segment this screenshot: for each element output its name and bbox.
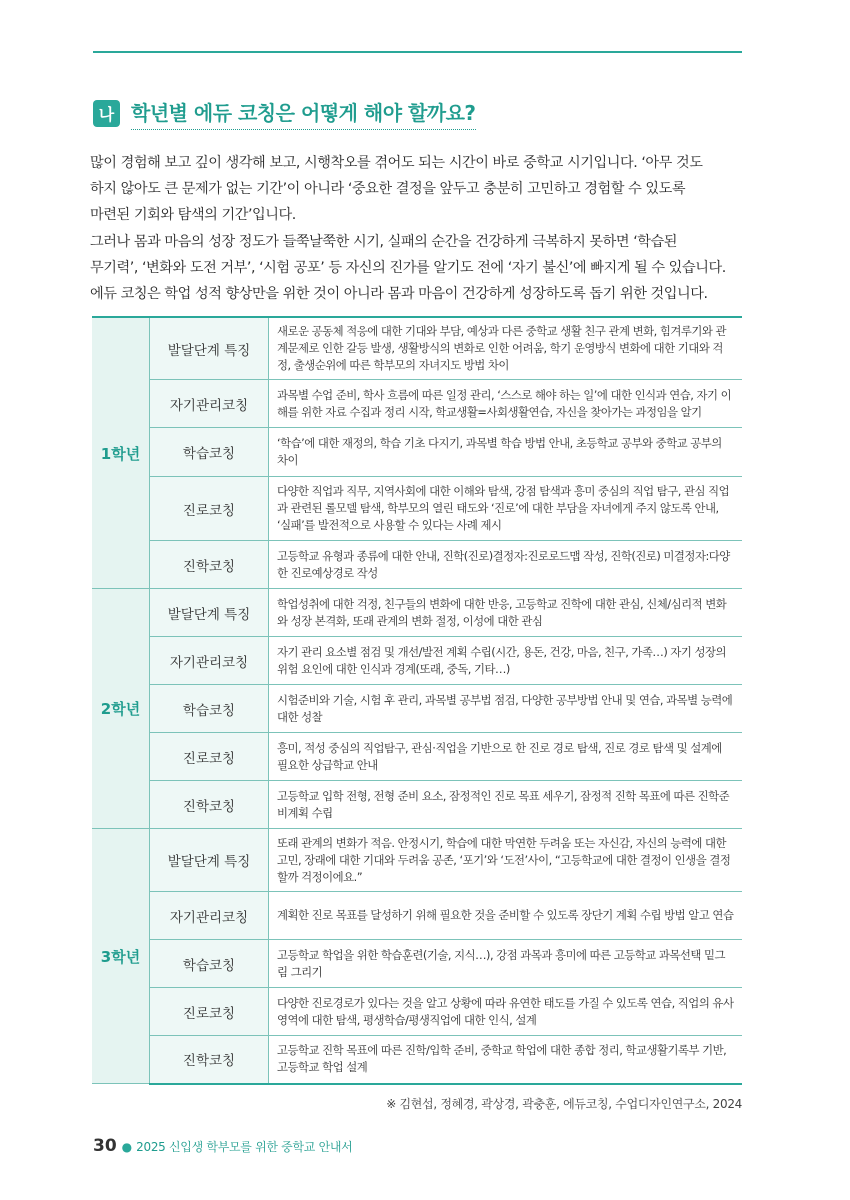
table-row <box>92 829 742 892</box>
section-heading <box>93 97 476 130</box>
table-row <box>92 685 742 733</box>
table-row <box>92 637 742 685</box>
top-rule <box>93 51 742 53</box>
category-cell: 진학코칭 <box>150 1036 269 1084</box>
description-cell: 또래 관계의 변화가 적음. 안정시기, 학습에 대한 막연한 두려움 또는 자신감, 자신의 능력에 대한 고민, 장래에 대한 기대와 두려움 공존, ‘포기’와 ‘도전’사이, “고등학교에 대한 결정이 인생을 결정할까 걱정이에요.” <box>269 829 743 892</box>
description-cell: 학업성취에 대한 걱정, 친구들의 변화에 대한 반응, 고등학교 진학에 대한 관심, 신체/심리적 변화와 성장 본격화, 또래 관계의 변화 절정, 이성에 대한 관심 <box>269 589 743 637</box>
table-row <box>92 1036 742 1084</box>
table-row <box>92 477 742 541</box>
description-cell: 고등학교 진학 목표에 따른 진학/입학 준비, 중학교 학업에 대한 종합 정리, 학교생활기록부 기반, 고등학교 학업 설계 <box>269 1036 743 1084</box>
table-row <box>92 380 742 428</box>
category-cell: 자기관리코칭 <box>150 892 269 940</box>
grade-label: 1학년 <box>92 317 150 589</box>
category-cell: 발달단계 특징 <box>150 317 269 380</box>
description-cell: ‘학습’에 대한 재정의, 학습 기초 다지기, 과목별 학습 방법 안내, 초등학교 공부와 중학교 공부의 차이 <box>269 428 743 477</box>
category-cell: 발달단계 특징 <box>150 589 269 637</box>
intro-line: 그러나 몸과 마음의 성장 정도가 들쭉날쭉한 시기, 실패의 순간을 건강하게 극복하지 못하면 ‘학습된 <box>90 233 678 250</box>
description-cell: 고등학교 유형과 종류에 대한 안내, 진학(진로)결정자:진로로드맵 작성, 진학(진로) 미결정자:다양한 진로예상경로 작성 <box>269 541 743 589</box>
table-row <box>92 781 742 829</box>
table-row <box>92 317 742 380</box>
table-row <box>92 428 742 477</box>
table-row <box>92 541 742 589</box>
description-cell: 흥미, 적성 중심의 직업탐구, 관심·직업을 기반으로 한 진로 경로 탐색, 진로 경로 탐색 및 설계에 필요한 상급학교 안내 <box>269 733 743 781</box>
description-cell: 고등학교 입학 전형, 전형 준비 요소, 잠정적인 진로 목표 세우기, 잠정적 진학 목표에 따른 진학준비계획 수립 <box>269 781 743 829</box>
category-cell: 진로코칭 <box>150 477 269 541</box>
intro-line: 많이 경험해 보고 깊이 생각해 보고, 시행착오를 겪어도 되는 시간이 바로 중학교 시기입니다. ‘아무 것도 <box>90 155 703 171</box>
table-row <box>92 733 742 781</box>
footer-title: 2025 신입생 학부모를 위한 중학교 안내서 <box>136 1140 353 1154</box>
category-cell: 발달단계 특징 <box>150 829 269 892</box>
grade-label: 2학년 <box>92 589 150 829</box>
category-cell: 학습코칭 <box>150 685 269 733</box>
section-badge: 나 <box>93 100 120 127</box>
category-cell: 학습코칭 <box>150 428 269 477</box>
table-row <box>92 892 742 940</box>
source-citation: ※ 김현섭, 정혜경, 곽상경, 곽충훈, 에듀코칭, 수업디자인연구소, 2024 <box>386 1097 742 1111</box>
description-cell: 새로운 공동체 적응에 대한 기대와 부담, 예상과 다른 중학교 생활 친구 관계 변화, 힘겨루기와 관계문제로 인한 갈등 발생, 생활방식의 변화로 인한 어려움, 학기 운영방식 변화에 대한 기대와 걱정, 출생순위에 따른 학부모의 자녀지도 방법 차이 <box>269 317 743 380</box>
intro-line: 에듀 코칭은 학업 성적 향상만을 위한 것이 아니라 몸과 마음이 건강하게 성장하도록 돕기 위한 것입니다. <box>90 286 708 303</box>
table-row <box>92 940 742 988</box>
description-cell: 자기 관리 요소별 점검 및 개선/발전 계획 수립(시간, 용돈, 건강, 마음, 친구, 가족…) 자기 성장의 위험 요인에 대한 인식과 경계(또래, 중독, 기타…) <box>269 637 743 685</box>
category-cell: 진학코칭 <box>150 541 269 589</box>
description-cell: 다양한 직업과 직무, 지역사회에 대한 이해와 탐색, 강점 탐색과 흥미 중심의 직업 탐구, 관심 직업과 관련된 롤모델 탐색, 학부모의 열린 태도와 ‘진로’에 대한 부담을 자녀에게 주지 않도록 안내, ‘실패’를 발전적으로 사용할 수 있다는 사례 제시 <box>269 477 743 541</box>
table-row <box>92 589 742 637</box>
page-footer <box>93 1136 352 1156</box>
intro-line: 하지 않아도 큰 문제가 없는 기간’이 아니라 ‘중요한 결정을 앞두고 충분히 고민하고 경험할 수 있도록 <box>90 181 686 198</box>
grade-label: 3학년 <box>92 829 150 1084</box>
category-cell: 진로코칭 <box>150 733 269 781</box>
category-cell: 자기관리코칭 <box>150 380 269 428</box>
page-number: 30 <box>93 1136 117 1156</box>
description-cell: 고등학교 학업을 위한 학습훈련(기술, 지식…), 강점 과목과 흥미에 따른 고등학교 과목선택 밑그림 그리기 <box>269 940 743 988</box>
section-title: 학년별 에듀 코칭은 어떻게 해야 할까요? <box>131 97 476 130</box>
table-row <box>92 988 742 1036</box>
intro-line: 마련된 기회와 탐색의 기간’입니다. <box>90 207 296 224</box>
intro-line: 무기력’, ‘변화와 도전 거부’, ‘시험 공포’ 등 자신의 진가를 알기도 전에 ‘자기 불신’에 빠지게 될 수 있습니다. <box>90 259 726 276</box>
category-cell: 학습코칭 <box>150 940 269 988</box>
coaching-table <box>92 316 742 1085</box>
bullet-dot-icon: ● <box>121 1140 133 1154</box>
category-cell: 진로코칭 <box>150 988 269 1036</box>
category-cell: 진학코칭 <box>150 781 269 829</box>
description-cell: 과목별 수업 준비, 학사 흐름에 따른 일정 관리, ‘스스로 해야 하는 일’에 대한 인식과 연습, 자기 이해를 위한 자료 수집과 정리 시작, 학교생활=사회생활연습, 자신을 찾아가는 과정임을 알기 <box>269 380 743 428</box>
description-cell: 시험준비와 기술, 시험 후 관리, 과목별 공부법 점검, 다양한 공부방법 안내 및 연습, 과목별 능력에 대한 성찰 <box>269 685 743 733</box>
description-cell: 다양한 진로경로가 있다는 것을 알고 상황에 따라 유연한 태도를 가질 수 있도록 연습, 직업의 유사영역에 대한 탐색, 평생학습/평생직업에 대한 인식, 설계 <box>269 988 743 1036</box>
category-cell: 자기관리코칭 <box>150 637 269 685</box>
description-cell: 계획한 진로 목표를 달성하기 위해 필요한 것을 준비할 수 있도록 장단기 계획 수립 방법 알고 연습 <box>269 892 743 940</box>
intro-text <box>90 150 750 307</box>
